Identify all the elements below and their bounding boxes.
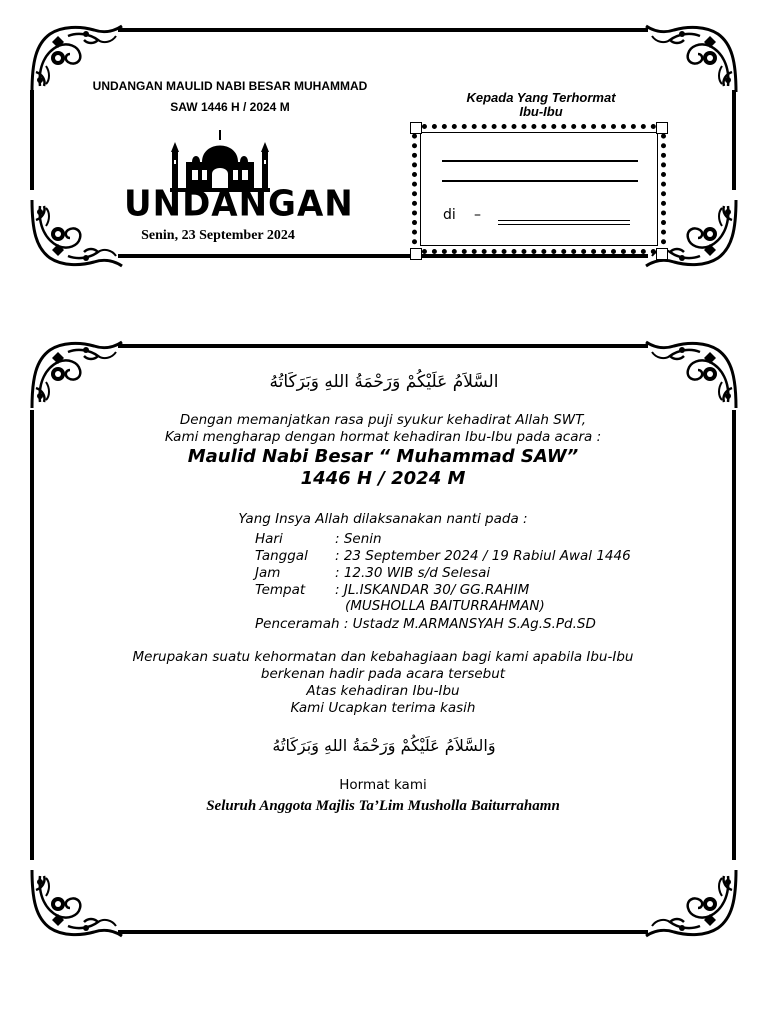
detail-hari (255, 531, 382, 547)
envelope-border-right (732, 90, 736, 190)
event-year: 1446 H / 2024 M (300, 468, 466, 489)
detail-jam (255, 565, 490, 581)
closing-line4: Kami Ucapkan terima kasih (290, 700, 476, 716)
schedule-intro: Yang Insya Allah dilaksanakan nanti pada : (238, 511, 528, 527)
letter-border-right (732, 410, 736, 860)
envelope-border-left (30, 90, 34, 190)
letter-border-bottom (118, 930, 648, 934)
letter-border-left (30, 410, 34, 860)
regards: Hormat kami (339, 777, 427, 793)
address-box-corner (410, 122, 422, 134)
detail-label: Hari (255, 531, 283, 547)
address-box-inner-border (420, 132, 658, 246)
event-title: Maulid Nabi Besar “ Muhammad SAW” (187, 446, 579, 467)
detail-tempat (255, 582, 529, 598)
intro-line1: Dengan memanjatkan rasa puji syukur kehadirat Allah SWT, (179, 412, 587, 428)
envelope-title-line1: UNDANGAN MAULID NABI BESAR MUHAMMAD (92, 79, 368, 93)
corner-ornament-icon (644, 22, 740, 94)
closing-line1: Merupakan suatu kehormatan dan kebahagiaan bagi kami apabila Ibu-Ibu (132, 649, 634, 665)
closing-line3: Atas kehadiran Ibu-Ibu (306, 683, 460, 699)
address-di-dash: – (474, 207, 481, 223)
detail-value: Penceramah : Ustadz M.ARMANSYAH S.Ag.S.Pd.SD (255, 616, 596, 632)
detail-value: : Senin (335, 531, 382, 547)
address-box-corner (656, 248, 668, 260)
detail-value: : JL.ISKANDAR 30/ GG.RAHIM (335, 582, 530, 598)
address-di-label: di (443, 207, 456, 223)
detail-value: : 12.30 WIB s/d Selesai (335, 565, 491, 581)
envelope-border-top (118, 28, 648, 32)
intro-line2: Kami mengharap dengan hormat kehadiran Ibu-Ibu pada acara : (164, 429, 602, 445)
address-box-corner (656, 122, 668, 134)
salam-opening: السَّلاَمُ عَلَيْكُمْ وَرَحْمَةُ اللهِ وَبَرَكَاتُهُ (269, 372, 499, 392)
corner-ornament-icon (644, 338, 740, 410)
salam-closing: وَالسَّلاَمُ عَلَيْكُمْ وَرَحْمَةُ اللهِ وَبَرَكَاتُهُ (272, 736, 496, 755)
corner-ornament-icon (28, 868, 124, 940)
recipient-line1: Kepada Yang Terhormat (466, 90, 616, 105)
recipient-line2: Ibu-Ibu (519, 104, 563, 119)
signature: Seluruh Anggota Majlis Ta’Lim Musholla Baiturrahamn (206, 798, 560, 814)
letter-border-top (118, 344, 648, 348)
address-line (442, 180, 638, 182)
detail-tempat-line2 (345, 598, 545, 614)
envelope-date: Senin, 23 September 2024 (141, 228, 295, 243)
closing-line2: berkenan hadir pada acara tersebut (260, 666, 506, 682)
envelope-border-bottom (118, 254, 648, 258)
detail-value: (MUSHOLLA BAITURRAHMAN) (345, 598, 545, 614)
corner-ornament-icon (644, 868, 740, 940)
detail-value: : 23 September 2024 / 19 Rabiul Awal 1446 (335, 548, 631, 564)
detail-penceramah (255, 616, 596, 632)
envelope-title-line2: SAW 1446 H / 2024 M (170, 100, 290, 114)
detail-label: Tanggal (255, 548, 308, 564)
detail-label: Jam (255, 565, 281, 581)
detail-label: Tempat (255, 582, 306, 598)
address-box-corner (410, 248, 422, 260)
undangan-heading: UNDANGAN (124, 183, 354, 225)
detail-tanggal (255, 548, 631, 564)
address-line (442, 160, 638, 162)
address-line (498, 220, 630, 225)
corner-ornament-icon (28, 338, 124, 410)
